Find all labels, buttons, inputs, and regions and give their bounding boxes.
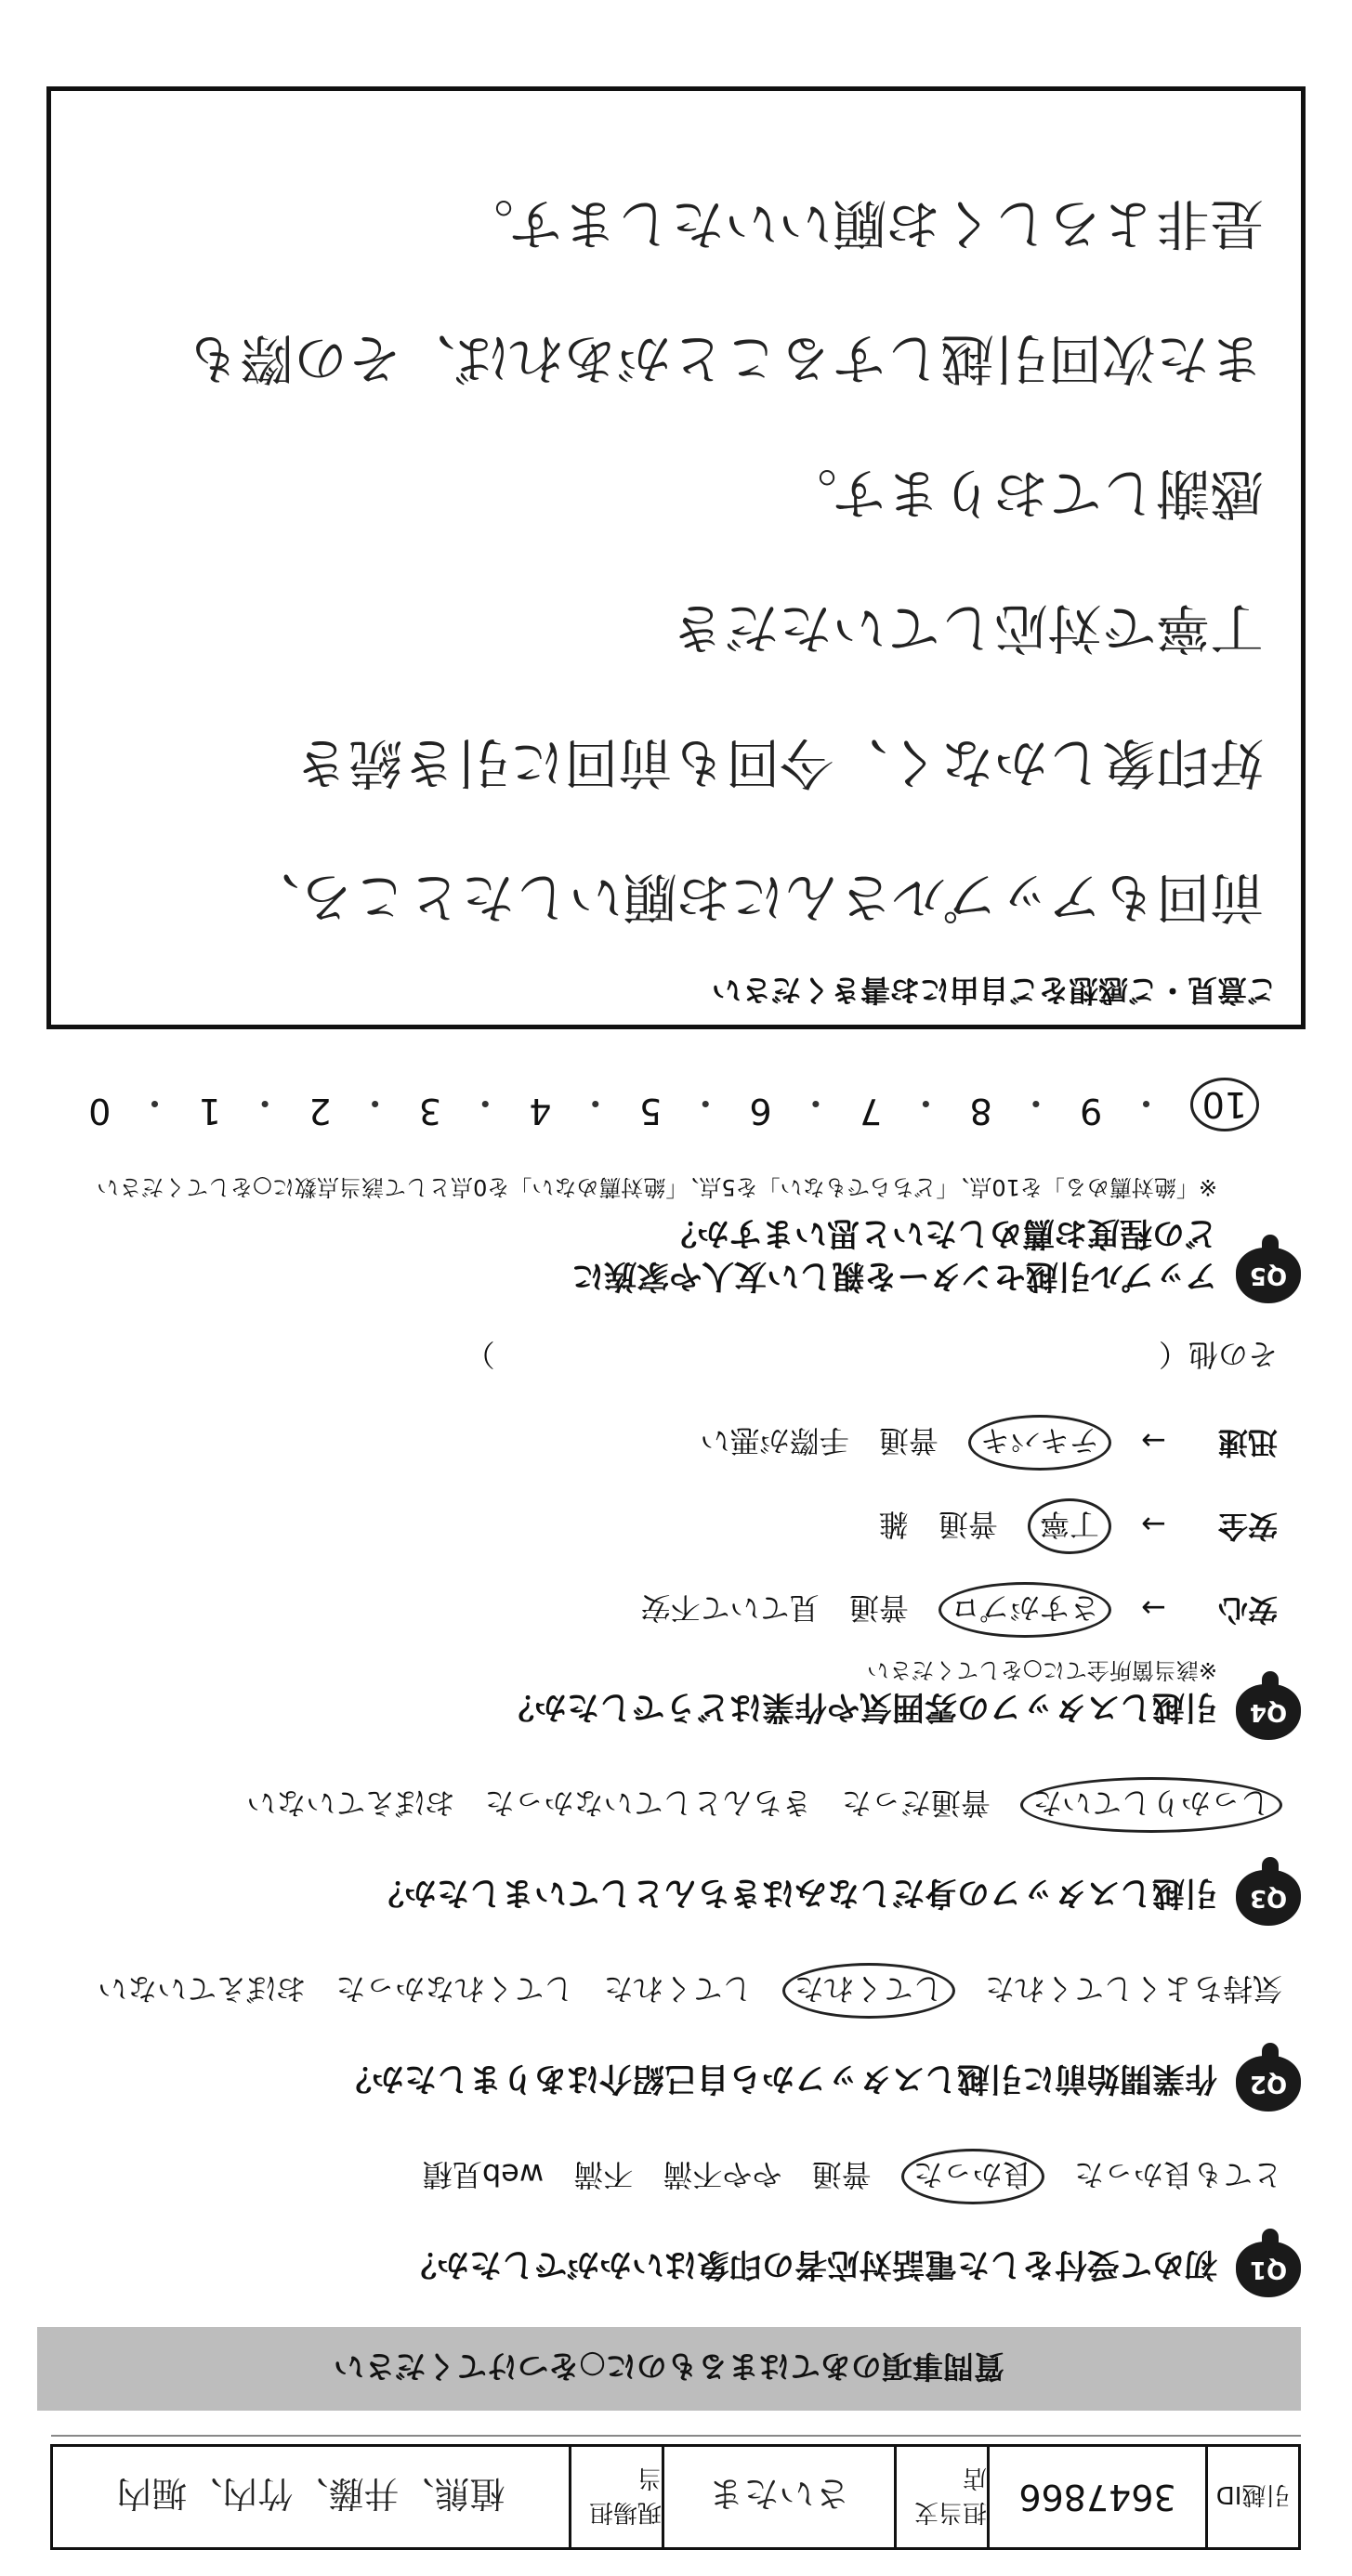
q4-option[interactable]: 普通	[938, 1507, 998, 1542]
scale-separator: ・	[247, 1082, 283, 1123]
scale-value[interactable]: 8	[969, 1091, 992, 1131]
q4-other-label: その他（	[1158, 1337, 1278, 1372]
q4-option-selected[interactable]: 丁寧	[1028, 1498, 1111, 1554]
comment-line: また次回引越しすることがあれば、その際も	[185, 327, 1264, 390]
q4-row-options	[621, 1582, 1166, 1638]
q4-note: ※該当箇所全てに○をしてください	[866, 1657, 1217, 1683]
q3-icon: Q3	[1236, 1870, 1301, 1926]
scale-separator: ・	[908, 1082, 944, 1123]
staff-value: 植熊、井藤、竹内、堀内	[116, 2473, 505, 2515]
q4-option[interactable]: 見ていて不安	[640, 1590, 820, 1626]
scale-value[interactable]: 9	[1080, 1091, 1103, 1131]
scale-value[interactable]: 4	[529, 1091, 552, 1131]
q3-option-selected[interactable]: しっかりしていた	[1020, 1777, 1282, 1833]
q2-options	[77, 1963, 1282, 2019]
q3-option[interactable]: おぼえていない	[246, 1785, 455, 1821]
divider	[51, 2435, 1301, 2437]
scale-value[interactable]: 1	[198, 1091, 221, 1131]
q4-row-label: 迅速	[1217, 1425, 1278, 1460]
q5-text-2: どの程度お薦めしたいと思いますか？	[663, 1214, 1217, 1251]
scale-separator: ・	[1128, 1082, 1164, 1123]
q4-option-selected[interactable]: テキパキ	[968, 1415, 1111, 1471]
arrow-icon: →	[1141, 1423, 1166, 1458]
q3-text: 引越しスタッフの身だしなみはきちんとしていましたか？	[371, 1874, 1217, 1911]
arrow-icon: →	[1141, 1507, 1166, 1542]
q4-option[interactable]: 普通	[848, 1590, 909, 1626]
instruction-bar: 質問事項のあてはまるものに○をつけてください	[37, 2327, 1301, 2411]
scale-separator: ・	[467, 1082, 504, 1123]
q2-icon: Q2	[1236, 2056, 1301, 2112]
q4-row-options	[859, 1498, 1166, 1554]
q2-option-selected[interactable]: してくれた	[782, 1963, 955, 2019]
scale-separator: ・	[797, 1082, 834, 1123]
q1-option[interactable]: やや不満	[663, 2157, 782, 2192]
q5-text: アップル引越センターを親しい友人や家族に	[571, 1257, 1217, 1294]
q4-icon: Q4	[1236, 1684, 1301, 1740]
q5-note: ※「絶対薦める」を10点、「どちらでもない」を5点、「絶対薦めない」を0点として該当点数に○をしてください	[97, 1174, 1217, 1200]
q1-icon: Q1	[1236, 2242, 1301, 2297]
comment-line: 感謝しております。	[782, 462, 1264, 525]
comment-line: 好印象しかなく、今回も前回に引き続き	[295, 731, 1264, 794]
q2-option[interactable]: おぼえていない	[98, 1971, 307, 2007]
q2-option[interactable]: してくれなかった	[335, 1971, 574, 2007]
scale-value[interactable]: 0	[88, 1091, 112, 1131]
q4-option[interactable]: 雑	[878, 1507, 909, 1542]
q4-option-selected[interactable]: さすがプロ	[939, 1582, 1111, 1638]
comment-line: 丁寧で対応していただき	[670, 596, 1264, 660]
scale-separator: ・	[688, 1082, 724, 1123]
scale-value[interactable]: 7	[860, 1091, 883, 1131]
scale-value[interactable]: 6	[749, 1091, 772, 1131]
q2-option[interactable]: 気持ちよくしてくれた	[984, 1971, 1282, 2007]
id-label: 引越ID	[1205, 2447, 1298, 2547]
q4-row-label: 安全	[1217, 1509, 1278, 1544]
id-value: 3647866	[987, 2447, 1205, 2547]
scale-separator: ・	[577, 1082, 613, 1123]
q2-text: 作業開始前に引越しスタッフから自己紹介はありましたか？	[338, 2059, 1217, 2097]
scale-value[interactable]: 3	[418, 1091, 441, 1131]
q4-row-options	[680, 1415, 1166, 1471]
q1-option[interactable]: 不満	[573, 2157, 634, 2192]
q1-options	[402, 2149, 1282, 2204]
scale-value-selected[interactable]: 10	[1190, 1078, 1259, 1131]
q4-other-close: ）	[465, 1337, 495, 1372]
comment-title: ご意見・ご感想をご自由にお書きください	[706, 971, 1282, 1013]
q5-icon: Q5	[1236, 1248, 1301, 1303]
q4-option[interactable]: 手際が悪い	[700, 1423, 849, 1458]
scale-value[interactable]: 5	[638, 1091, 663, 1131]
q4-option[interactable]: 普通	[878, 1423, 939, 1458]
arrow-icon: →	[1141, 1590, 1166, 1626]
scale-separator: ・	[1017, 1082, 1054, 1123]
q1-text: 初めて受付をした電話対応者の印象はいかがでしたか？	[403, 2245, 1217, 2282]
staff-label: 現場担当	[569, 2447, 662, 2547]
comment-line: 前回もアップルさんにお願いしたところ、	[245, 866, 1264, 929]
q1-option[interactable]: web見積	[422, 2157, 545, 2192]
q1-option-selected[interactable]: 良かった	[901, 2149, 1044, 2204]
header-box	[50, 2444, 1301, 2550]
scale-value[interactable]: 2	[308, 1091, 332, 1131]
q4-text: 引越しスタッフの雰囲気や作業はどうでしたか？	[501, 1688, 1217, 1725]
q1-option[interactable]: とても良かった	[1073, 2157, 1282, 2192]
rating-scale	[88, 1078, 1259, 1131]
q2-option[interactable]: してくれた	[603, 1971, 753, 2007]
q4-row-label: 安心	[1217, 1592, 1278, 1628]
q3-options	[226, 1777, 1282, 1833]
scale-separator: ・	[357, 1082, 393, 1123]
scale-separator: ・	[137, 1082, 173, 1123]
branch-label: 担当支店	[894, 2447, 987, 2547]
q3-option[interactable]: きちんとしていなかった	[484, 1785, 812, 1821]
comment-line: 是非よろしくお願いいたします。	[459, 192, 1264, 255]
branch-value: さいたま	[662, 2447, 894, 2547]
q1-option[interactable]: 普通	[811, 2157, 872, 2192]
q4-other-row	[445, 1335, 1278, 1378]
q3-option[interactable]: 普通だった	[841, 1785, 991, 1821]
